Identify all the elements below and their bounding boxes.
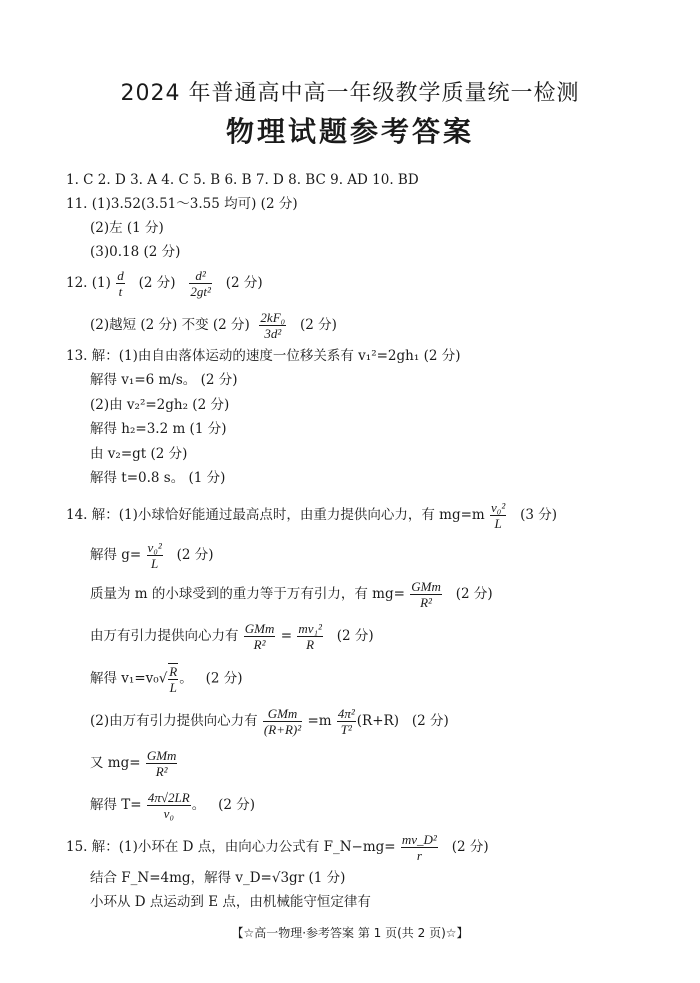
q14-line4 xyxy=(90,621,374,652)
q14-l6-den1: (R+R)² xyxy=(263,722,302,737)
q14-l1-den: L xyxy=(494,516,502,531)
q13-line4: 解得 h₂=3.2 m (1 分) xyxy=(90,421,227,437)
sqrt-sign-icon: √ xyxy=(158,670,168,687)
q13-line5: 由 v₂=gt (2 分) xyxy=(90,446,188,462)
q12-frac2 xyxy=(189,268,212,299)
q14-l6-num1: GMm xyxy=(263,706,302,722)
q14-l6-den2: T² xyxy=(340,722,352,737)
q14-l5-num: R xyxy=(169,664,178,679)
q12-line2 xyxy=(90,310,337,341)
q14-l4-score: (2 分) xyxy=(336,628,374,644)
q12-prefix: 12. (1) xyxy=(66,275,111,291)
q12-score2: (2 分) xyxy=(225,275,263,291)
doc-subtitle: 物理试题参考答案 xyxy=(225,115,474,148)
q14-l4-text: 由万有引力提供向心力有 xyxy=(90,628,239,644)
q14-l7-den: R² xyxy=(155,764,168,779)
q14-line1 xyxy=(66,500,557,531)
q14-l2-den: L xyxy=(151,556,159,571)
q14-l7-frac xyxy=(146,748,178,779)
q14-l2-text: 解得 g= xyxy=(90,547,142,563)
q15-l1-den: r xyxy=(416,848,422,863)
page-footer: 【☆高一物理·参考答案 第 1 页(共 2 页)☆】 xyxy=(231,926,469,940)
q14-l4-den1: R² xyxy=(253,637,266,652)
q14-l1-frac xyxy=(490,500,506,531)
q14-l4-num1: GMm xyxy=(244,621,275,636)
q14-l6-tail: (R+R) xyxy=(356,713,399,729)
q14-l1-num: v₀² xyxy=(491,500,506,515)
q14-l8-end: 。 xyxy=(191,797,206,813)
q12-score1: (2 分) xyxy=(138,275,176,291)
q14-l1-score: (3 分) xyxy=(520,507,558,523)
q14-l8-den: v₀ xyxy=(163,806,174,821)
q15-l1-score: (2 分) xyxy=(451,839,489,855)
q14-l4-num2: mv₁² xyxy=(298,621,322,636)
q14-l4-frac1 xyxy=(244,621,276,652)
q14-l5-end: 。 xyxy=(179,670,193,687)
q14-l3-frac xyxy=(410,579,442,610)
q11-line1: 11. (1)3.52(3.51～3.55 均可) (2 分) xyxy=(66,196,298,212)
q11-line3: (3)0.18 (2 分) xyxy=(90,244,181,260)
q14-l5-score: (2 分) xyxy=(205,670,243,687)
q12-frac1-num: d xyxy=(117,268,124,283)
doc-title: 2024 年普通高中高一年级教学质量统一检测 xyxy=(120,81,580,106)
mc-answers: 1. C 2. D 3. A 4. C 5. B 6. B 7. D 8. BC 9. AD 10. BD xyxy=(66,172,419,188)
q12-frac3-den: 3d² xyxy=(264,326,282,341)
q14-l1-text: 14. 解：(1)小球恰好能通过最高点时，由重力提供向心力，有 mg=m xyxy=(66,507,485,523)
q14-l4-den2: R xyxy=(306,637,315,652)
q14-l3-score: (2 分) xyxy=(455,586,493,602)
q14-line8 xyxy=(90,790,255,821)
q14-l8-num: 4π√2LR xyxy=(147,790,190,805)
q14-l2-score: (2 分) xyxy=(176,547,214,563)
q14-line6 xyxy=(90,706,449,737)
q12-frac3 xyxy=(259,310,286,341)
q14-l5-den: L xyxy=(169,680,177,695)
q14-line7 xyxy=(90,748,178,779)
q12-part2: (2)越短 (2 分) 不变 (2 分) xyxy=(90,317,250,333)
q14-line5 xyxy=(90,663,243,695)
q14-l5-text: 解得 v₁=v₀ xyxy=(90,670,159,687)
q14-l3-den: R² xyxy=(420,595,432,610)
q14-l6-num2: 4π² xyxy=(337,706,355,721)
q14-l6-eq: =m xyxy=(307,713,332,729)
q14-l6-frac1 xyxy=(263,706,302,737)
q14-line2 xyxy=(90,540,214,571)
q14-l6-frac2 xyxy=(337,706,356,737)
q14-l2-frac xyxy=(147,540,163,571)
q12-frac1 xyxy=(116,268,125,299)
q14-l5-frac xyxy=(168,663,178,695)
q15-line2: 结合 F_N=4mg，解得 v_D=√3gr (1 分) xyxy=(90,870,346,886)
q14-l3-text: 质量为 m 的小球受到的重力等于万有引力，有 mg= xyxy=(90,586,405,602)
q14-l8-frac xyxy=(147,790,191,821)
q12-frac1-den: t xyxy=(118,284,123,299)
q14-l7-num: GMm xyxy=(146,748,177,763)
q11-line2: (2)左 (1 分) xyxy=(90,220,164,236)
q13-line2: 解得 v₁=6 m/s。 (2 分) xyxy=(90,372,238,388)
q14-l8-score: (2 分) xyxy=(218,797,256,813)
q14-l2-num: v₀² xyxy=(147,540,162,555)
q15-line3: 小环从 D 点运动到 E 点，由机械能守恒定律有 xyxy=(90,894,371,910)
q15-l1-num: mv_D² xyxy=(401,832,437,847)
q14-l6-text: (2)由万有引力提供向心力有 xyxy=(90,713,258,729)
q15-l1-text: 15. 解：(1)小环在 D 点，由向心力公式有 F_N−mg= xyxy=(66,839,396,855)
q14-l8-text: 解得 T= xyxy=(90,797,142,813)
q14-l4-eq: = xyxy=(280,628,293,644)
q14-l6-score: (2 分) xyxy=(411,713,449,729)
q14-l3-num: GMm xyxy=(411,579,441,594)
q12-frac3-num: 2kF₀ xyxy=(260,310,286,325)
q12-frac2-den: 2gt² xyxy=(190,284,211,299)
q13-line1: 13. 解：(1)由自由落体运动的速度一位移关系有 v₁²=2gh₁ (2 分) xyxy=(66,348,461,364)
q12-line1 xyxy=(66,268,263,299)
q13-line3: (2)由 v₂²=2gh₂ (2 分) xyxy=(90,397,230,413)
q13-line6: 解得 t=0.8 s。 (1 分) xyxy=(90,470,226,486)
q12-score3: (2 分) xyxy=(300,317,337,333)
q15-line1 xyxy=(66,832,489,863)
q15-l1-frac xyxy=(401,832,438,863)
q14-l4-frac2 xyxy=(297,621,323,652)
q12-frac2-num: d² xyxy=(189,268,212,284)
q14-l7-text: 又 mg= xyxy=(90,755,141,771)
q14-line3 xyxy=(90,579,493,610)
